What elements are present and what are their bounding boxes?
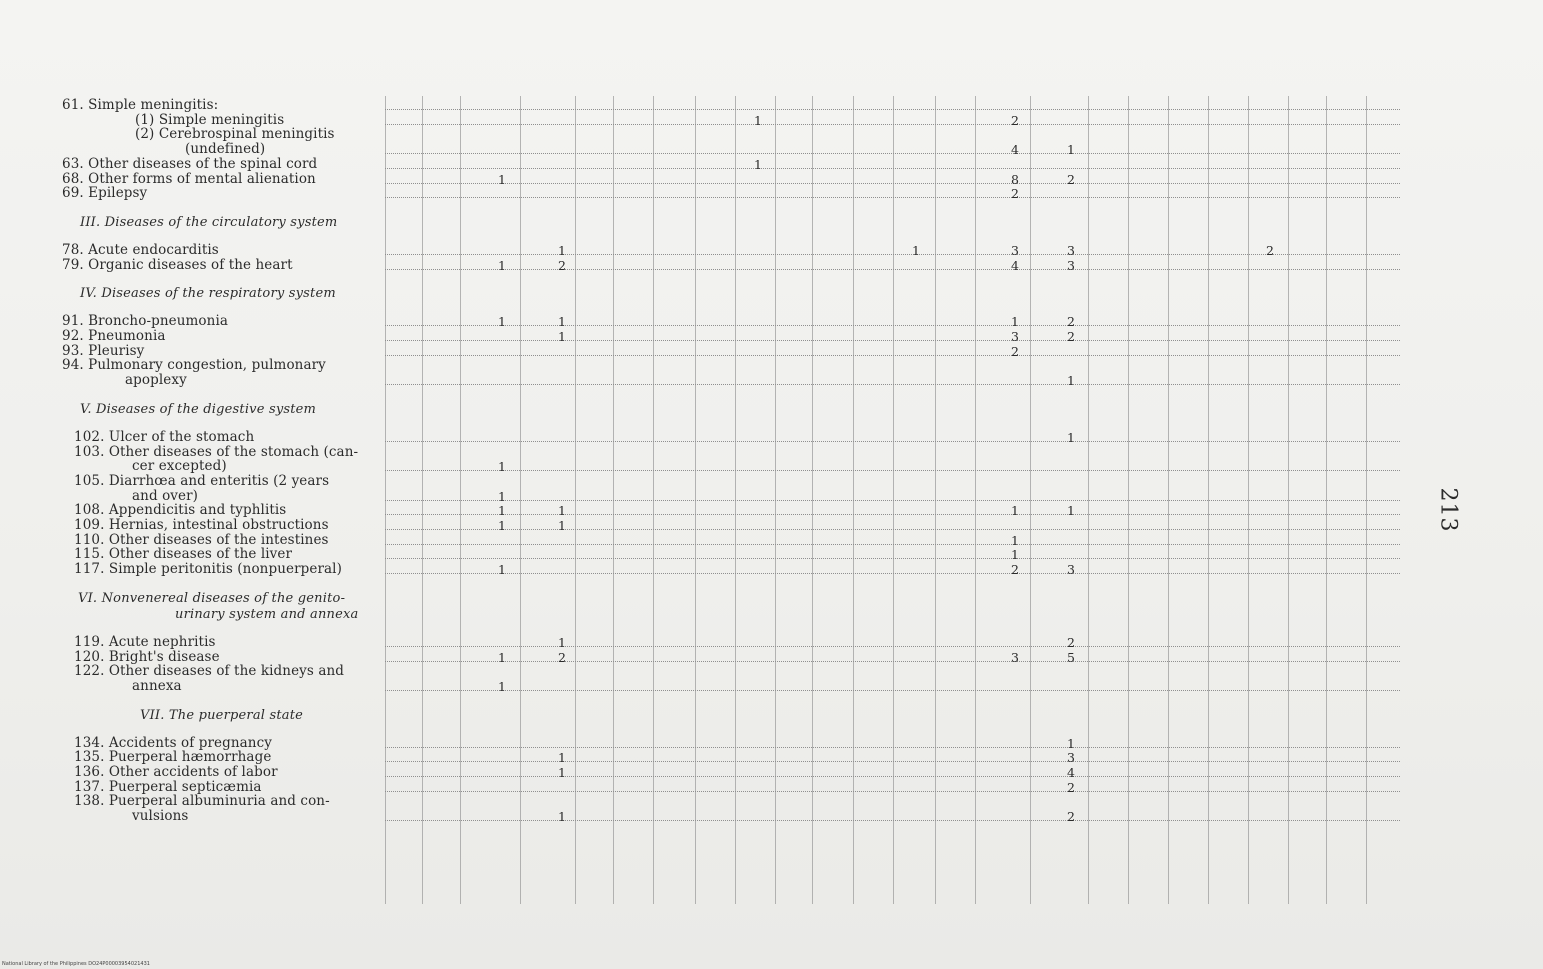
footer-credit: National Library of the Philippines DO24P00003954021431 (2, 961, 150, 967)
row-label: 119. Acute nephritis (74, 633, 216, 650)
table-cell-value: 3 (1011, 242, 1019, 258)
dot-leader (385, 340, 1400, 342)
table-cell-value: 1 (498, 562, 506, 578)
table-cell-value: 1 (754, 112, 762, 128)
row-label: 61. Simple meningitis: (62, 97, 219, 113)
dot-leader (385, 529, 1400, 531)
table-cell-value: 3 (1011, 329, 1019, 344)
table-cell-value: 2 (1067, 314, 1075, 330)
row-label: 68. Other forms of mental alienation (62, 170, 316, 187)
row-label: 110. Other diseases of the intestines (74, 531, 329, 548)
row-label: 93. Pleurisy (62, 342, 145, 359)
dot-leader (385, 183, 1400, 185)
table-cell-value: 5 (1067, 649, 1075, 665)
table-cell-value: 1 (558, 518, 566, 533)
dot-leader (385, 109, 1400, 111)
table-cell-value: 1 (1011, 532, 1019, 548)
table-cell-value: 2 (1266, 242, 1274, 258)
row-label-continuation: vulsions (132, 808, 189, 825)
row-label: 78. Acute endocarditis (62, 241, 219, 258)
table-cell-value: 1 (1067, 735, 1075, 751)
table-cell-value: 2 (1011, 562, 1019, 578)
table-cell-value: 1 (558, 634, 566, 650)
row-label: (2) Cerebrospinal meningitis (135, 126, 335, 143)
table-cell-value: 1 (1067, 429, 1075, 445)
row-label: 109. Hernias, intestinal obstructions (74, 517, 329, 533)
dot-leader (385, 791, 1400, 793)
table-cell-value: 1 (558, 750, 566, 766)
table-cell-value: 4 (1011, 257, 1019, 273)
dot-leader (385, 197, 1400, 199)
table-cell-value: 3 (1067, 750, 1075, 766)
row-label: 137. Puerperal septicæmia (74, 778, 262, 795)
table-cell-value: 1 (558, 503, 566, 519)
section-heading: IV. Diseases of the respiratory system (80, 286, 336, 302)
row-label-continuation: annexa (132, 677, 182, 694)
row-label: 94. Pulmonary congestion, pulmonary (62, 357, 326, 374)
section-heading: VII. The puerperal state (140, 707, 304, 723)
table-cell-value: 1 (1067, 503, 1075, 519)
table-cell-value: 1 (558, 765, 566, 780)
dot-leader (385, 355, 1400, 357)
table-cell-value: 2 (1011, 186, 1019, 202)
row-label: 79. Organic diseases of the heart (62, 256, 293, 273)
row-label: 120. Bright's disease (74, 648, 220, 665)
dot-leader (385, 124, 1400, 126)
table-cell-value: 3 (1011, 649, 1019, 665)
dot-leader (385, 470, 1400, 472)
table-cell-value: 1 (498, 257, 506, 273)
row-label: 105. Diarrhœa and enteritis (2 years (74, 472, 330, 489)
table-cell-value: 1 (498, 171, 506, 187)
section-heading: urinary system and annexa (175, 606, 359, 622)
table-cell-value: 1 (1067, 142, 1075, 158)
table-cell-value: 2 (1067, 171, 1075, 187)
row-label: 135. Puerperal hæmorrhage (74, 749, 272, 766)
row-label: 91. Broncho-pneumonia (62, 313, 229, 330)
table-cell-value: 2 (1011, 112, 1019, 128)
table-cell-value: 1 (498, 518, 506, 533)
row-label-continuation: and over) (132, 487, 199, 504)
table-cell-value: 1 (498, 459, 506, 475)
dot-leader (385, 514, 1400, 516)
table-cell-value: 1 (558, 329, 566, 344)
row-label: 136. Other accidents of labor (74, 764, 278, 780)
dot-leader (385, 384, 1400, 386)
row-label: (1) Simple meningitis (135, 111, 285, 128)
table-cell-value: 3 (1067, 242, 1075, 258)
table-cell-value: 2 (1067, 779, 1075, 795)
table-cell-value: 1 (558, 809, 566, 825)
row-label-continuation: cer excepted) (132, 458, 227, 475)
dot-leader (385, 441, 1400, 443)
dot-leader (385, 573, 1400, 575)
dot-leader (385, 646, 1400, 648)
row-label: 103. Other diseases of the stomach (can- (74, 443, 359, 460)
table-cell-value: 1 (558, 242, 566, 258)
row-label: 122. Other diseases of the kidneys and (74, 663, 345, 680)
table-cell-value: 2 (1067, 634, 1075, 650)
table-cell-value: 2 (1011, 343, 1019, 359)
dot-leader (385, 153, 1400, 155)
row-label: 92. Pneumonia (62, 328, 166, 344)
table-cell-value: 1 (498, 678, 506, 694)
row-label: 138. Puerperal albuminuria and con- (74, 793, 330, 810)
table-cell-value: 1 (754, 156, 762, 172)
section-heading: VI. Nonvenereal diseases of the genito- (78, 590, 346, 606)
dot-leader (385, 254, 1400, 256)
row-label: 117. Simple peritonitis (nonpuerperal) (74, 561, 342, 578)
row-label: 108. Appendicitis and typhlitis (74, 502, 287, 519)
table-cell-value: 8 (1011, 171, 1019, 187)
table-cell-value: 1 (498, 649, 506, 665)
row-label: 115. Other diseases of the liver (74, 546, 293, 563)
row-label-continuation: (undefined) (185, 141, 266, 158)
dot-leader (385, 690, 1400, 692)
table-cell-value: 1 (1011, 547, 1019, 563)
dot-leader (385, 747, 1400, 749)
table-cell-value: 3 (1067, 562, 1075, 578)
dot-leader (385, 761, 1400, 763)
dot-leader (385, 500, 1400, 502)
row-label: 69. Epilepsy (62, 185, 148, 202)
table-cell-value: 1 (912, 242, 920, 258)
dot-leader (385, 168, 1400, 170)
table-cell-value: 1 (1067, 373, 1075, 389)
dot-leader (385, 325, 1400, 327)
dot-leader (385, 820, 1400, 822)
table-cell-value: 1 (498, 503, 506, 519)
table-cell-value: 2 (558, 257, 566, 273)
section-heading: III. Diseases of the circulatory system (80, 214, 338, 230)
table-cell-value: 4 (1011, 142, 1019, 158)
table-cell-value: 1 (1011, 503, 1019, 519)
table-cell-value: 2 (1067, 809, 1075, 825)
section-heading: V. Diseases of the digestive system (80, 401, 317, 417)
table-cell-value: 2 (1067, 329, 1075, 344)
row-label: 63. Other diseases of the spinal cord (62, 155, 318, 172)
table-cell-value: 4 (1067, 765, 1075, 780)
dot-leader (385, 661, 1400, 663)
table-cell-value: 3 (1067, 257, 1075, 273)
row-label: 134. Accidents of pregnancy (74, 734, 272, 751)
dot-leader (385, 776, 1400, 778)
table-cell-value: 1 (558, 314, 566, 330)
table-cell-value: 1 (498, 488, 506, 504)
page-number: 213 (1435, 487, 1461, 533)
row-label: 102. Ulcer of the stomach (74, 428, 255, 445)
table-cell-value: 2 (558, 649, 566, 665)
dot-leader (385, 558, 1400, 560)
table-cell-value: 1 (498, 314, 506, 330)
dot-leader (385, 269, 1400, 271)
dot-leader (385, 544, 1400, 546)
row-label-continuation: apoplexy (125, 372, 187, 389)
table-cell-value: 1 (1011, 314, 1019, 330)
